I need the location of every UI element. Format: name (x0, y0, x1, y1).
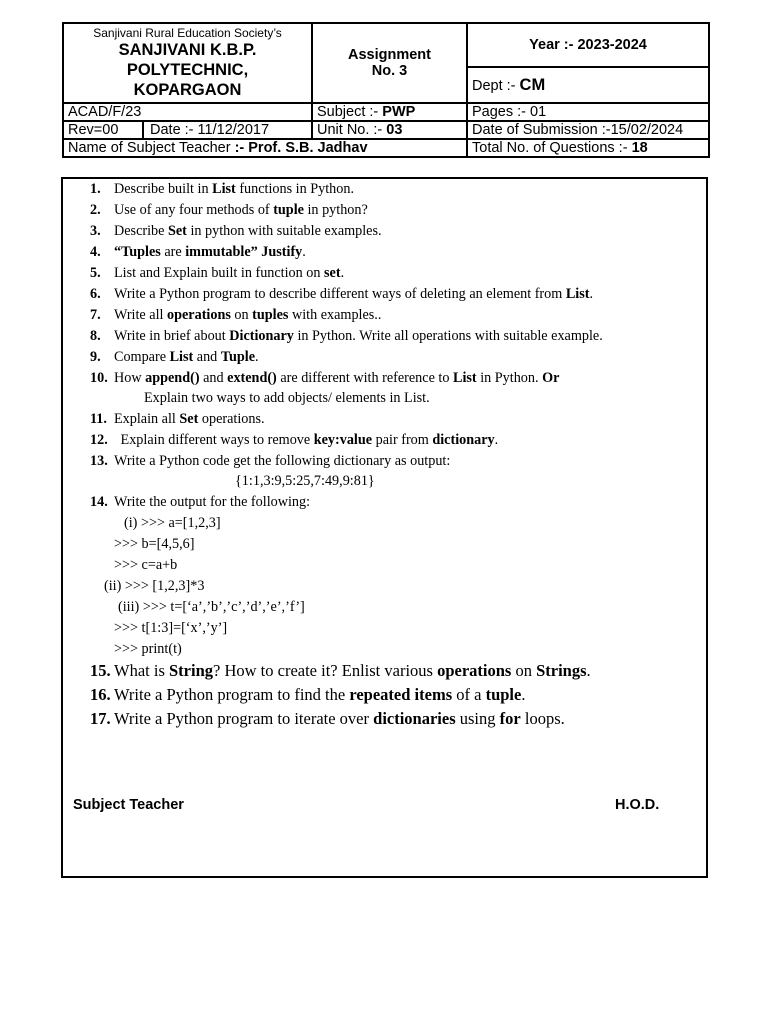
question-number: 10. (90, 370, 108, 386)
question-text: List (453, 370, 477, 386)
question-line (90, 223, 382, 240)
question-text: What is (114, 661, 169, 680)
question-text: (i) >>> a=[1,2,3] (124, 515, 221, 531)
assignment-cell (312, 23, 467, 103)
question-line (114, 557, 177, 574)
institute-line-1: SANJIVANI K.B.P. (118, 41, 257, 59)
question-text: (iii) >>> t=[‘a’,’b’,’c’,’d’,’e’,’f’] (118, 599, 305, 615)
question-line (90, 661, 591, 681)
question-text: List (169, 349, 194, 365)
rev-date-cell (63, 121, 312, 139)
question-text: extend() (227, 370, 277, 386)
question-text: Strings (536, 661, 587, 680)
subject-value: PWP (382, 104, 416, 120)
question-text: and (199, 370, 228, 386)
question-text: tuple (273, 202, 304, 218)
total-label: Total No. of Questions :- (472, 140, 632, 156)
dept-value: CM (519, 75, 546, 94)
question-text: List (565, 286, 590, 302)
question-text: . (589, 286, 594, 302)
question-number: 1. (90, 181, 101, 197)
question-text: operations (437, 661, 512, 680)
question-text: Explain all (114, 411, 180, 427)
question-text: of a (452, 685, 486, 704)
question-text: operations. (198, 411, 265, 427)
question-text: Describe (114, 223, 168, 239)
teacher-value: :- Prof. S.B. Jadhav (234, 140, 368, 156)
date-value: Date :- 11/12/2017 (150, 122, 270, 138)
question-text: on (511, 661, 537, 680)
question-line (118, 599, 305, 616)
submission-cell: Date of Submission :-15/02/2024 (467, 121, 709, 139)
subject-teacher-signature: Subject Teacher (73, 797, 184, 813)
question-text: . (494, 432, 499, 448)
question-line (124, 515, 221, 532)
question-line (90, 494, 310, 511)
question-line (114, 641, 182, 658)
question-number: 8. (90, 328, 101, 344)
question-number: 16. (90, 685, 111, 704)
question-text: . (586, 661, 591, 680)
rev-value: Rev=00 (68, 122, 144, 138)
question-text: tuples (252, 307, 289, 323)
assignment-line-1: Assignment (348, 47, 431, 63)
question-text: using (455, 709, 500, 728)
question-number: 17. (90, 709, 111, 728)
question-text: Explain two ways to add objects/ elements in List. (144, 390, 430, 406)
question-text: Explain different ways to remove (117, 432, 314, 448)
question-text: immutable” Justify (185, 244, 303, 260)
question-text: in python with suitable examples. (186, 223, 382, 239)
unit-value: 03 (386, 122, 403, 138)
question-number: 6. (90, 286, 101, 302)
question-text: . (521, 685, 526, 704)
question-line (114, 620, 227, 637)
question-line (90, 244, 306, 261)
question-text: Dictionary (229, 328, 294, 344)
question-number: 7. (90, 307, 101, 323)
pages-cell: Pages :- 01 (467, 103, 709, 121)
question-text: Set (167, 223, 187, 239)
question-number: 4. (90, 244, 101, 260)
institute-line-2: POLYTECHNIC, (126, 61, 249, 79)
question-line (90, 349, 259, 366)
question-text: . (302, 244, 306, 260)
question-line (114, 536, 194, 553)
question-text: “Tuples (114, 244, 161, 260)
question-line (90, 181, 354, 198)
question-line (90, 307, 381, 324)
institute-cell (63, 23, 312, 103)
question-text: ? How to create it? Enlist various (213, 661, 438, 680)
question-line (90, 370, 559, 387)
question-line (235, 473, 375, 490)
question-text: set (324, 265, 341, 281)
teacher-label: Name of Subject Teacher (68, 140, 235, 156)
question-text: Write in brief about (114, 328, 230, 344)
assignment-line-2: No. 3 (371, 63, 408, 79)
question-text: >>> b=[4,5,6] (114, 536, 195, 552)
question-number: 3. (90, 223, 101, 239)
questions-box (61, 177, 708, 878)
question-text: in Python. (476, 370, 543, 386)
question-text: on (230, 307, 253, 323)
question-line (90, 709, 565, 729)
question-text: String (169, 661, 214, 680)
question-text: append() (145, 370, 200, 386)
question-number: 12. (90, 432, 108, 448)
question-text: functions in Python. (235, 181, 354, 197)
question-text: for (499, 709, 521, 728)
question-text: . (255, 349, 259, 365)
question-text: Write a Python code get the following dictionary as output: (114, 453, 451, 469)
question-text: key:value (313, 432, 373, 448)
question-text: Tuple (220, 349, 255, 365)
unit-label: Unit No. :- (317, 122, 387, 138)
question-line (104, 578, 204, 595)
question-text: operations (167, 307, 231, 323)
question-text: and (193, 349, 221, 365)
question-line (90, 453, 450, 470)
question-text: Write all (114, 307, 168, 323)
question-text: Compare (114, 349, 170, 365)
question-line (144, 390, 430, 407)
question-line (90, 265, 344, 282)
question-text: dictionaries (373, 709, 456, 728)
question-text: are different with reference to (276, 370, 453, 386)
hod-signature: H.O.D. (615, 797, 660, 813)
question-text: >>> c=a+b (114, 557, 178, 573)
question-text: Use of any four methods of (114, 202, 274, 218)
question-text: {1:1,3:9,5:25,7:49,9:81} (235, 473, 375, 489)
question-number: 9. (90, 349, 101, 365)
question-text: are (160, 244, 186, 260)
unit-cell (312, 121, 467, 139)
question-text: Or (542, 370, 560, 386)
question-line (90, 411, 265, 428)
question-text: >>> t[1:3]=[‘x’,’y’] (114, 620, 228, 636)
question-text: repeated items (349, 685, 453, 704)
question-text: pair from (372, 432, 433, 448)
society-name: Sanjivani Rural Education Society’s (93, 26, 282, 40)
teacher-cell (63, 139, 467, 157)
question-number: 14. (90, 494, 108, 510)
question-text: How (114, 370, 146, 386)
total-value: 18 (631, 140, 648, 156)
question-number: 2. (90, 202, 101, 218)
question-text: with examples.. (288, 307, 382, 323)
question-number: 11. (90, 411, 107, 427)
question-text: in Python. Write all operations with suitable example. (293, 328, 603, 344)
question-text: Write a Python program to find the (114, 685, 350, 704)
question-line (90, 286, 593, 303)
question-text: dictionary (432, 432, 495, 448)
year-cell: Year :- 2023-2024 (467, 23, 709, 67)
question-text: Write a Python program to iterate over (114, 709, 374, 728)
question-line (90, 328, 603, 345)
question-text: >>> print(t) (114, 641, 182, 657)
dept-cell (467, 67, 709, 103)
question-line (90, 202, 368, 219)
institute-line-3: KOPARGAON (133, 81, 242, 99)
question-text: tuple (485, 685, 522, 704)
total-questions-cell (467, 139, 709, 157)
question-line (90, 685, 525, 705)
subject-cell (312, 103, 467, 121)
question-text: Write a Python program to describe different ways of deleting an element from (114, 286, 566, 302)
question-line (90, 432, 498, 449)
question-number: 5. (90, 265, 101, 281)
question-text: Set (179, 411, 199, 427)
question-text: (ii) >>> [1,2,3]*3 (104, 578, 205, 594)
question-text: List (212, 181, 236, 197)
question-text: in python? (303, 202, 368, 218)
question-text: loops. (520, 709, 565, 728)
subject-label: Subject :- (317, 104, 383, 120)
question-text: . (340, 265, 345, 281)
question-number: 13. (90, 453, 108, 469)
dept-label: Dept :- (472, 77, 520, 94)
question-text: Describe built in (114, 181, 213, 197)
question-text: Write the output for the following: (114, 494, 311, 510)
question-text: List and Explain built in function on (114, 265, 325, 281)
form-code-cell: ACAD/F/23 (63, 103, 312, 121)
header-table (62, 22, 710, 158)
question-number: 15. (90, 661, 111, 680)
